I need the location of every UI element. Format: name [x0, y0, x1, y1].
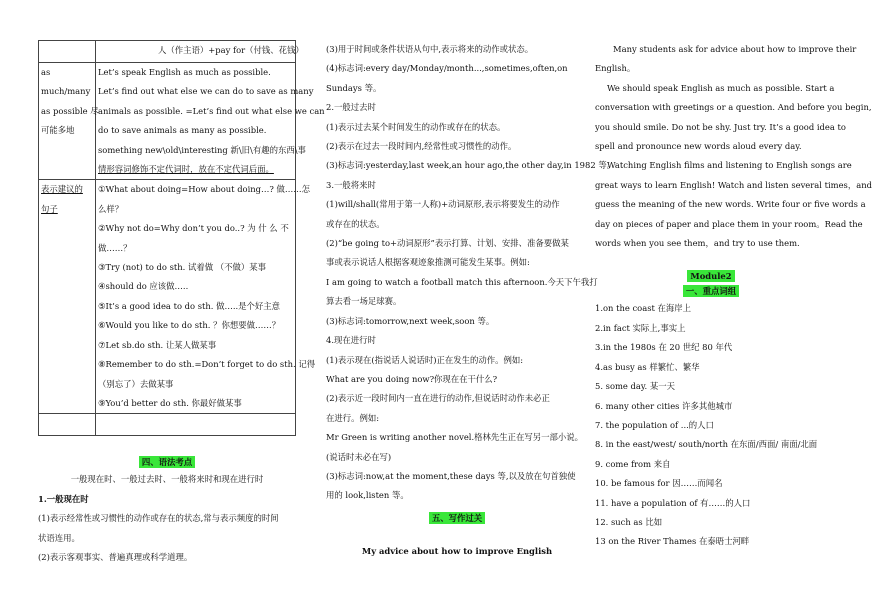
paragraph-line: (3)用于时间或条件状语从句中,表示将来的动作或状态。	[326, 44, 534, 54]
table-row	[39, 63, 296, 180]
paragraph-line: (4)标志词:every day/Monday/month...,sometimes,often,on	[326, 63, 568, 74]
paragraph-line: 事或表示说话人根据客观迹象推测可能发生某事。例如:	[326, 257, 530, 268]
paragraph-line: (1)表示经常性或习惯性的动作或存在的状态,常与表示频度的时间	[38, 513, 279, 524]
paragraph-line: (2)表示客观事实、普遍真理或科学道理。	[38, 551, 193, 562]
table-text: much/many	[41, 86, 91, 97]
paragraph-line: (3)标志词:yesterday,last week,an hour ago,the other day,in 1982 等。	[326, 160, 616, 171]
middle-column	[326, 40, 616, 561]
module-heading	[595, 271, 827, 281]
phrase-item: 2.in fact 实际上,事实上	[595, 322, 686, 333]
paragraph-line: conversation with greetings or a question. And before you begin,	[595, 102, 872, 113]
paragraph-line: (1)表示现在(指说话人说话时)正在发生的动作。例如:	[326, 354, 524, 365]
table-row	[39, 414, 296, 436]
section-label: 五、写作过关	[429, 512, 485, 524]
paragraph-line: What are you doing now?你现在在干什么?	[326, 373, 498, 384]
paragraph-line: Many students ask for advice about how to improve their	[613, 44, 857, 54]
paragraph-line: day on pieces of paper and place them in your room。Read the	[595, 218, 863, 229]
table-text: ③Try (not) to do sth. 试着做 （不做）某事	[98, 262, 267, 273]
paragraph-line: 1.一般现在时	[38, 493, 89, 504]
table-text: 么样？	[98, 203, 124, 214]
phrase-item: 13 on the River Thames 在泰晤士河畔	[595, 536, 750, 547]
paragraph-line: (说话时未必在写)	[326, 451, 392, 462]
table-text: 句子	[41, 203, 58, 214]
paragraph-line: 2.一般过去时	[326, 102, 376, 113]
paragraph-line: (2)“be going to+动词原形”表示打算、计划、安排、准备要做某	[326, 238, 569, 249]
paragraph-line: English。	[595, 63, 636, 74]
paragraph-line: 3.一般将来时	[326, 179, 376, 190]
paragraph-line: (2)表示在过去一段时间内,经常性或习惯性的动作。	[326, 141, 517, 152]
paragraph-line: 4.现在进行时	[326, 335, 376, 346]
table-cell-value	[96, 63, 325, 180]
table-text: 做……？	[98, 242, 132, 253]
table-text: do to save animals as many as possible.	[98, 125, 267, 136]
paragraph-line: you should smile. Do not be shy. Just try. It’s a good idea to	[595, 121, 846, 132]
section-heading	[595, 285, 827, 297]
paragraph-line: We should speak English as much as possible. Start a	[607, 82, 835, 93]
table-row	[39, 41, 296, 63]
paragraph-line: guess the meaning of the new words. Write four or five words a	[595, 199, 866, 210]
phrase-item: 12. such as 比如	[595, 516, 663, 527]
phrase-item: 9. come from 来自	[595, 458, 671, 469]
table-text: ⑧Remember to do sth.=Don’t forget to do sth. 记得	[98, 359, 316, 370]
table-text: ②Why not do=Why don’t you do..? 为 什 么 不	[98, 223, 289, 234]
table-text: 可能多地	[41, 125, 75, 136]
paragraph-line: spell and pronounce new words aloud every day.	[595, 141, 802, 152]
phrase-item: 6. many other cities 许多其他城市	[595, 400, 733, 411]
paragraph-line: 在进行。例如:	[326, 412, 380, 423]
phrase-item: 7. the population of ...的人口	[595, 419, 714, 430]
table-text: ④should do 应该做…..	[98, 281, 189, 292]
paragraph-line: I am going to watch a football match this afternoon.今天下午我打	[326, 276, 598, 287]
left-column	[38, 0, 325, 567]
table-text: ⑥Would you like to do sth. ？你想要做……？	[98, 320, 281, 331]
table-text: ⑨You’d better do sth. 你最好做某事	[98, 397, 242, 408]
table-cell-value	[96, 414, 296, 436]
table-text: as	[41, 67, 51, 77]
module-label: Module2	[687, 270, 734, 282]
table-text: 人（作主语）+pay for（付钱、花钱）	[158, 45, 304, 55]
phrase-item: 8. in the east/west/ south/north 在东面/西面/ 南面/北面	[595, 439, 818, 450]
paragraph-line: Mr Green is writing another novel.格林先生正在写另一部小说。	[326, 432, 584, 443]
phrase-item: 5. some day. 某一天	[595, 381, 675, 392]
table-text: animals as possible. =Let’s find out what else we can	[98, 105, 325, 116]
paragraph-line: Sundays 等。	[326, 82, 382, 93]
table-cell-key	[39, 63, 99, 180]
essay-title: My advice about how to improve English	[361, 545, 553, 556]
paragraph-line: great ways to learn English! Watch and listen several times，and	[595, 179, 872, 190]
phrase-item: 11. have a population of 有……的人口	[595, 497, 751, 508]
section-label: 一、重点词组	[683, 285, 739, 297]
table-row	[39, 180, 296, 414]
paragraph-line: 状语连用。	[38, 532, 80, 543]
table-text: 情形容词修饰不定代词时，放在不定代词后面。	[98, 164, 274, 175]
right-column	[595, 40, 872, 552]
phrase-item: 10. be famous for 因……而闻名	[595, 478, 723, 489]
table-text: Let’s find out what else we can do to save as many	[98, 86, 314, 97]
phrase-item: 3.in the 1980s 在 20 世纪 80 年代	[595, 342, 733, 353]
section-label: 四、语法考点	[139, 456, 195, 468]
table-cell-key	[39, 180, 96, 414]
table-cell-value	[96, 180, 316, 414]
phrase-item: 1.on the coast 在海岸上	[595, 303, 692, 314]
paragraph-line: (3)标志词:now,at the moment,these days 等,以及放在句首独使	[326, 470, 576, 481]
table-text: something new\old\interesting 新\旧\有趣的东西\事	[98, 144, 306, 155]
section-heading	[326, 512, 588, 524]
paragraph-line: (3)标志词:tomorrow,next week,soon 等。	[326, 315, 495, 326]
table-text: ①What about doing=How about doing…? 做……怎	[98, 184, 311, 195]
section-heading	[38, 456, 296, 468]
paragraph-line: (1)表示过去某个时间发生的动作或存在的状态。	[326, 121, 506, 132]
paragraph-line: 用的 look,listen 等。	[326, 490, 409, 501]
paragraph-line: (1)will/shall(常用于第一人称)+动词原形,表示将要发生的动作	[326, 199, 560, 210]
table-cell-value	[96, 41, 304, 63]
table-text: Let’s speak English as much as possible.	[98, 67, 271, 77]
table-text: ⑤It’s a good idea to do sth. 做…..是个好主意	[98, 300, 281, 311]
table-cell-key	[39, 414, 96, 436]
paragraph-line: 算去看一场足球赛。	[326, 296, 402, 307]
paragraph-line: 或存在的状态。	[326, 218, 385, 229]
phrase-item: 4.as busy as 样繁忙、繁华	[595, 361, 700, 372]
paragraph-line: (2)表示近一段时间内一直在进行的动作,但说话时动作未必正	[326, 393, 550, 404]
table-text: 表示建议的	[41, 184, 83, 195]
paragraph-line: words when you see them，and try to use them.	[595, 238, 800, 249]
table-text: ⑦Let sb.do sth. 让某人做某事	[98, 339, 217, 350]
paragraph-line: 一般现在时、一般过去时、一般将来时和现在进行时	[70, 474, 264, 485]
vocab-table	[38, 40, 325, 436]
table-cell-key	[39, 41, 96, 63]
paragraph-line: Watching English films and listening to English songs are	[607, 160, 852, 171]
table-text: （别忘了）去做某事	[98, 378, 174, 389]
table-text: as possible 尽	[41, 105, 99, 116]
